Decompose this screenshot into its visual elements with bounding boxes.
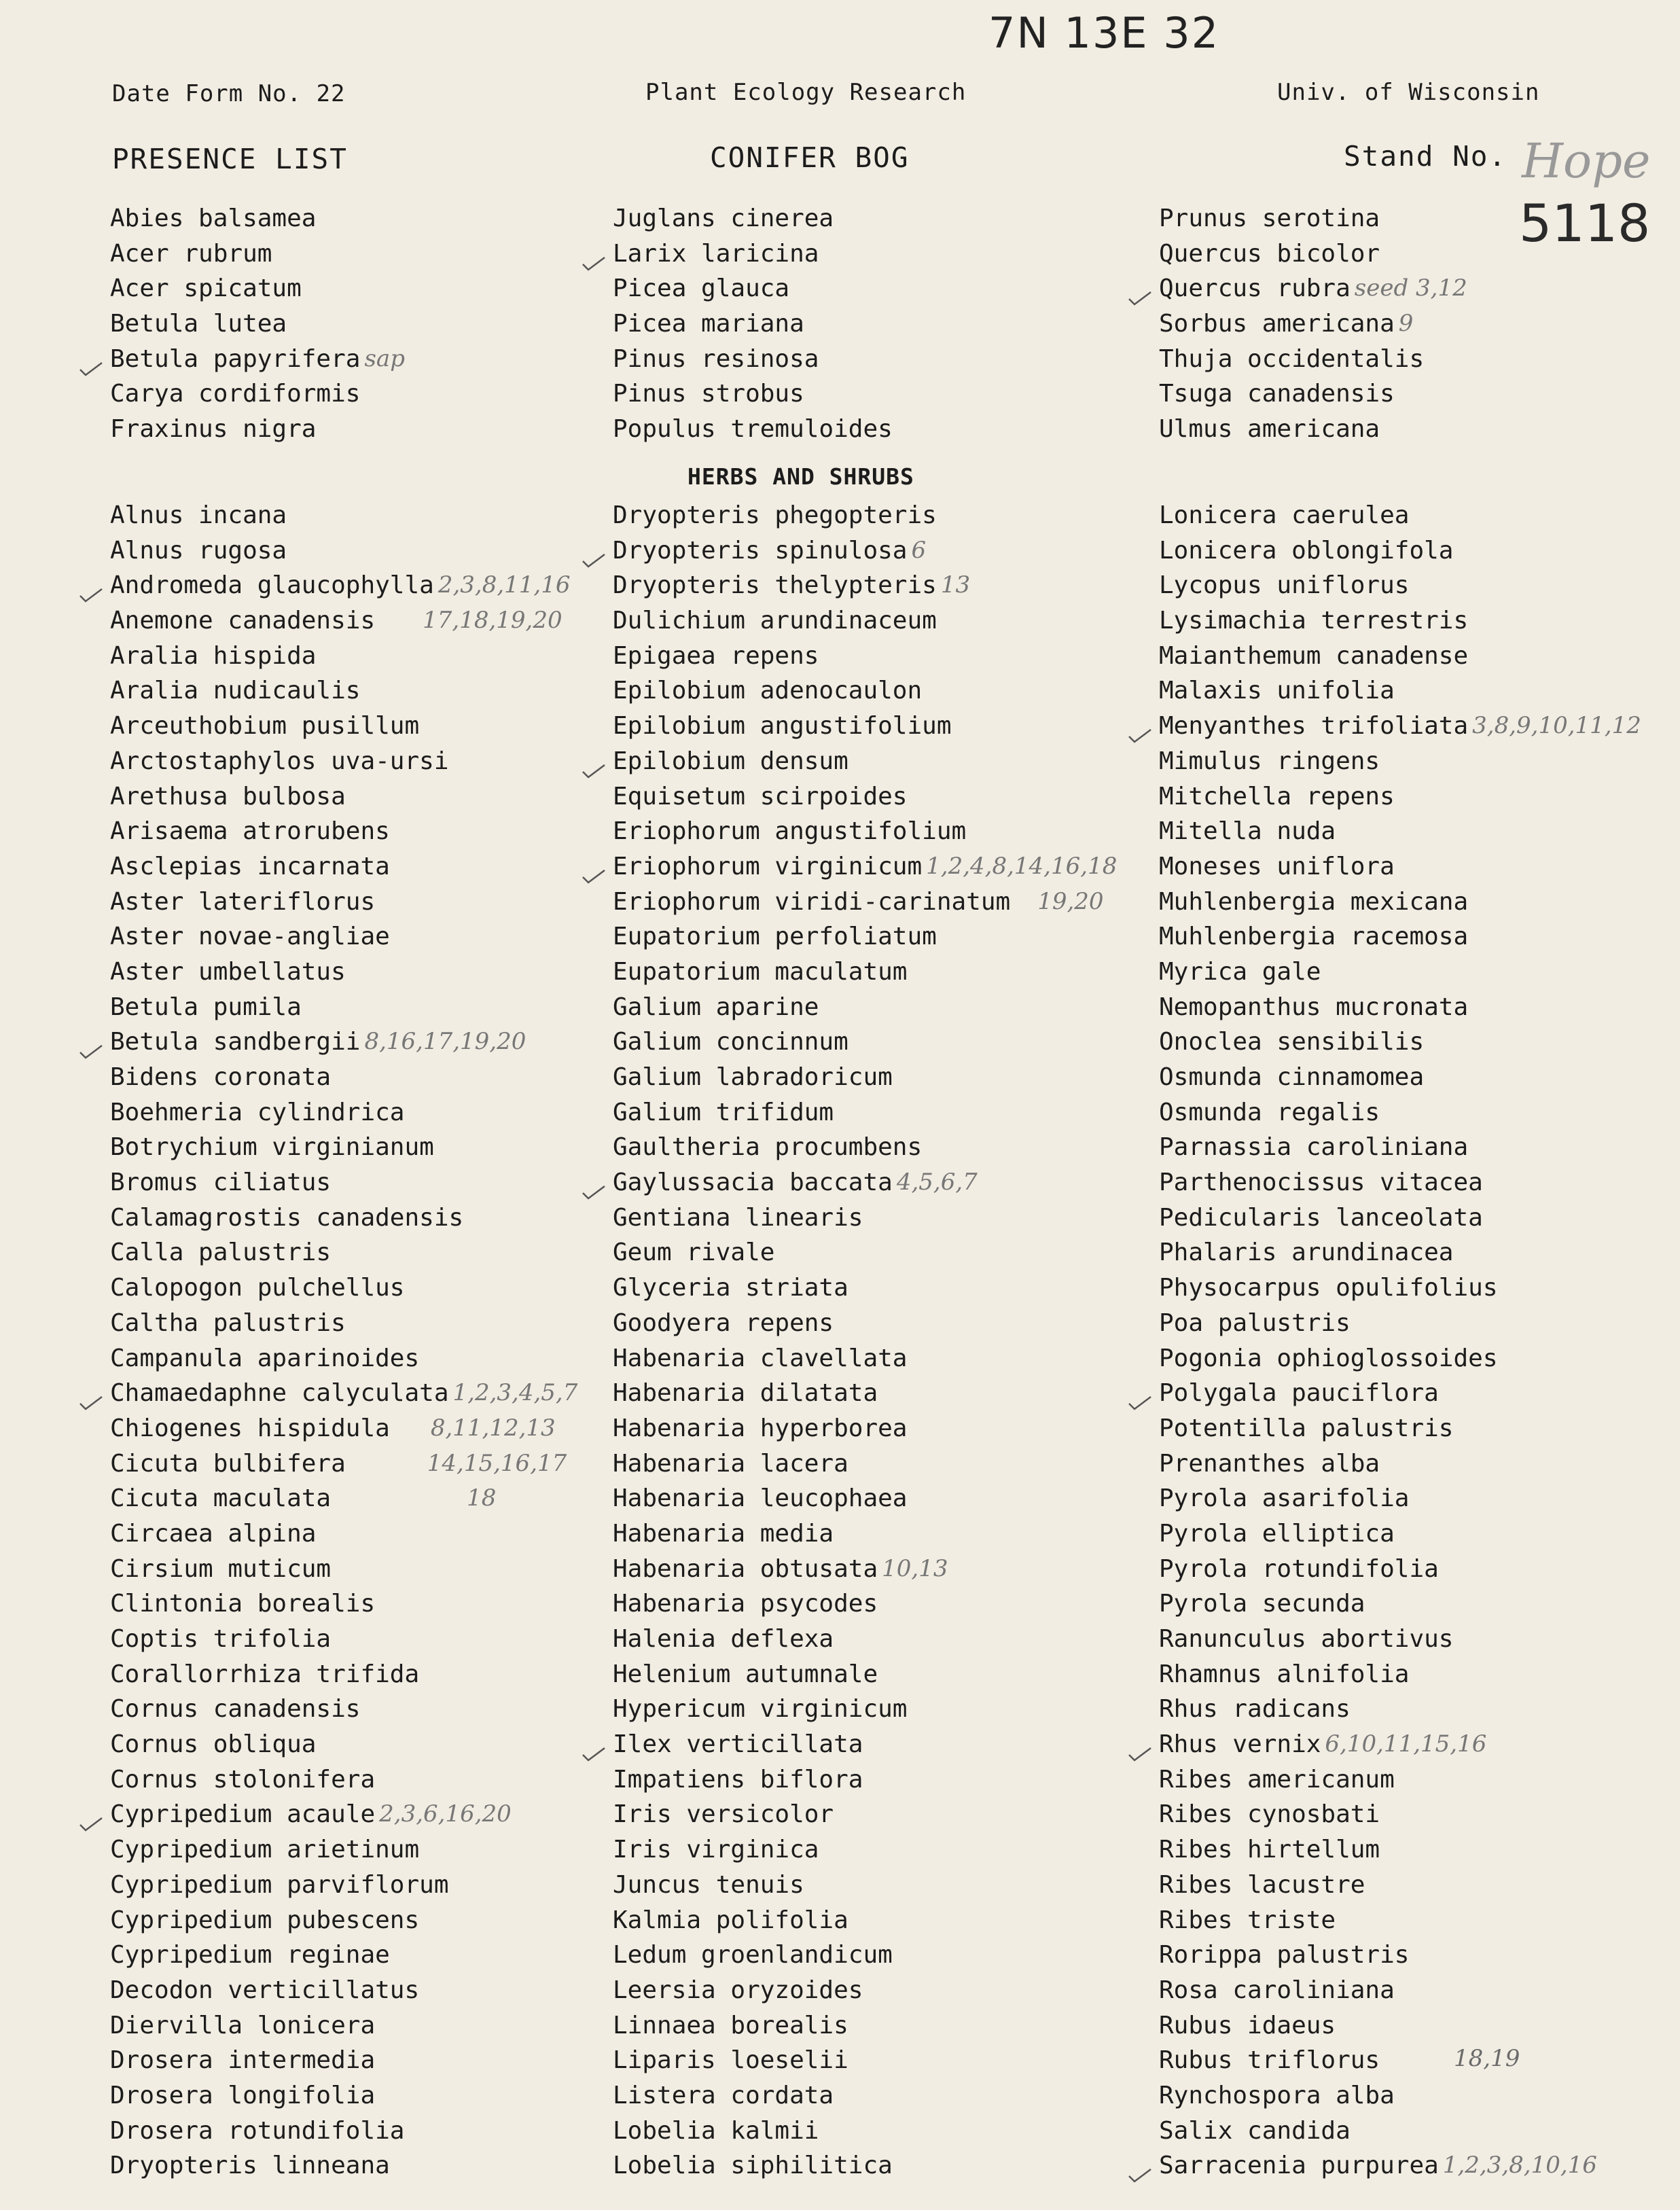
list-item: Muhlenbergia mexicana — [1159, 887, 1469, 916]
list-item: Ribes cynosbati — [1159, 1800, 1380, 1829]
list-item: Diervilla lonicera — [110, 2011, 376, 2039]
list-item: Thuja occidentalis — [1159, 344, 1425, 373]
list-item — [110, 1411, 577, 1446]
handwritten-note: 1,2,3,8,10,16 — [1442, 2152, 1597, 2179]
list-item: Lysimachia terrestris — [1159, 607, 1469, 635]
list-item: Aster novae-angliae — [110, 923, 390, 951]
list-item: Ledum groenlandicum — [613, 1941, 893, 1970]
list-item: Cypripedium reginae — [110, 1941, 390, 1970]
list-item: Pogonia ophioglossoides — [1159, 1344, 1498, 1372]
list-item: Betula pumila — [110, 993, 302, 1021]
list-item: Lobelia kalmii — [613, 2116, 819, 2145]
check-mark-icon — [79, 1806, 103, 1823]
species-name: Ilex verticillata — [613, 1730, 863, 1759]
herbs-column-3 — [1159, 498, 1641, 2184]
township-stamp: 7N 13E 32 — [988, 8, 1220, 58]
list-item: Aster umbellatus — [110, 957, 346, 986]
list-item: Arisaema atrorubens — [110, 817, 390, 846]
list-item: Botrychium virginianum — [110, 1133, 434, 1162]
species-name: Dryopteris thelypteris — [613, 571, 937, 600]
species-name: Habenaria obtusata — [613, 1554, 878, 1583]
list-item: Parnassia caroliniana — [1159, 1133, 1469, 1162]
handwritten-note: 10,13 — [882, 1554, 948, 1582]
handwritten-note: 8,16,17,19,20 — [364, 1028, 526, 1056]
list-item: Acer rubrum — [110, 239, 272, 268]
stand-number-label: Stand No. — [1344, 140, 1507, 173]
list-item-checked — [110, 1024, 577, 1060]
list-item: Iris versicolor — [613, 1800, 834, 1829]
list-item: Aster lateriflorus — [110, 887, 376, 916]
species-name: Chamaedaphne calyculata — [110, 1379, 449, 1408]
handwritten-note: 2,3,8,11,16 — [437, 571, 571, 599]
trees-column-2 — [613, 201, 893, 447]
handwritten-note: 1,2,3,4,5,7 — [452, 1379, 578, 1407]
list-item-checked — [110, 1376, 577, 1411]
list-item-checked — [1159, 271, 1467, 306]
list-item: Boehmeria cylindrica — [110, 1098, 405, 1126]
list-item: Cypripedium parviflorum — [110, 1870, 449, 1899]
university: Univ. of Wisconsin — [1277, 79, 1540, 106]
herbs-and-shrubs-heading: HERBS AND SHRUBS — [687, 463, 914, 490]
species-name: Rhus vernix — [1159, 1730, 1321, 1759]
species-name: Dryopteris spinulosa — [613, 536, 908, 565]
species-name: Sorbus americana — [1159, 310, 1395, 338]
species-name: Gaylussacia baccata — [613, 1169, 893, 1197]
list-item: Lobelia siphilitica — [613, 2152, 893, 2180]
list-item: Populus tremuloides — [613, 415, 893, 444]
list-item: Ranunculus abortivus — [1159, 1625, 1454, 1653]
check-mark-icon — [582, 246, 606, 262]
list-item — [1159, 306, 1467, 342]
list-item: Eriophorum angustifolium — [613, 817, 967, 846]
list-item-checked — [613, 849, 1117, 885]
species-name: Eriophorum virginicum — [613, 852, 923, 880]
list-item: Alnus incana — [110, 501, 287, 529]
list-item: Drosera intermedia — [110, 2046, 376, 2075]
list-item: Salix candida — [1159, 2116, 1351, 2145]
list-item: Pyrola asarifolia — [1159, 1484, 1410, 1513]
list-item: Habenaria psycodes — [613, 1590, 878, 1618]
list-item: Ribes lacustre — [1159, 1870, 1365, 1899]
list-item: Phalaris arundinacea — [1159, 1238, 1454, 1267]
species-name: Quercus rubra — [1159, 274, 1351, 303]
handwritten-note: 6 — [911, 536, 927, 564]
list-item: Calopogon pulchellus — [110, 1274, 405, 1302]
list-item: Abies balsamea — [110, 204, 317, 232]
list-item: Goodyera repens — [613, 1308, 834, 1337]
handwritten-note: 19,20 — [1037, 887, 1104, 915]
list-item: Mitchella repens — [1159, 782, 1395, 810]
check-mark-icon — [582, 859, 606, 875]
list-item: Lycopus uniflorus — [1159, 571, 1410, 600]
list-item: Bromus ciliatus — [110, 1169, 332, 1197]
list-item: Dryopteris linneana — [110, 2152, 390, 2180]
species-name: Eriophorum viridi-carinatum — [613, 887, 1011, 916]
list-item: Physocarpus opulifolius — [1159, 1274, 1498, 1302]
list-item: Fraxinus nigra — [110, 415, 317, 444]
list-item: Rorippa palustris — [1159, 1941, 1410, 1970]
list-item: Cornus obliqua — [110, 1730, 317, 1759]
list-item: Prunus serotina — [1159, 204, 1380, 232]
list-item: Malaxis unifolia — [1159, 677, 1395, 705]
handwritten-note: sap — [364, 344, 405, 372]
species-name: Menyanthes trifoliata — [1159, 712, 1469, 741]
list-item: Helenium autumnale — [613, 1660, 878, 1688]
list-item: Circaea alpina — [110, 1519, 317, 1548]
list-item: Tsuga canadensis — [1159, 380, 1395, 408]
list-item: Eupatorium maculatum — [613, 957, 908, 986]
list-item: Maianthemum canadense — [1159, 641, 1469, 670]
list-item: Linnaea borealis — [613, 2011, 848, 2039]
handwritten-note: 2,3,6,16,20 — [379, 1800, 512, 1828]
species-name: Anemone canadensis — [110, 607, 376, 635]
list-item: Juglans cinerea — [613, 204, 834, 232]
list-item-checked — [613, 533, 1117, 569]
list-item: Cirsium muticum — [110, 1554, 332, 1583]
conifer-bog-title: CONIFER BOG — [710, 141, 910, 174]
list-item: Ulmus americana — [1159, 415, 1380, 444]
handwritten-note: 18 — [467, 1484, 497, 1512]
species-name: Betula sandbergii — [110, 1028, 361, 1056]
list-item: Cornus stolonifera — [110, 1765, 376, 1794]
list-item: Decodon verticillatus — [110, 1976, 420, 2004]
list-item — [110, 1446, 577, 1482]
species-name: Cicuta bulbifera — [110, 1449, 346, 1478]
trees-column-3 — [1159, 201, 1467, 447]
list-item: Galium trifidum — [613, 1098, 834, 1126]
list-item: Iris virginica — [613, 1836, 819, 1864]
list-item — [110, 1481, 577, 1516]
list-item: Eupatorium perfoliatum — [613, 923, 937, 951]
list-item: Arethusa bulbosa — [110, 782, 346, 810]
handwritten-note: seed 3,12 — [1354, 274, 1467, 302]
species-name: Epilobium densum — [613, 747, 848, 775]
list-item — [613, 568, 1117, 603]
list-item: Galium labradoricum — [613, 1063, 893, 1091]
list-item: Lonicera oblongifola — [1159, 536, 1454, 565]
herbs-column-1 — [110, 498, 577, 2184]
list-item: Carya cordiformis — [110, 380, 361, 408]
list-item: Impatiens biflora — [613, 1765, 863, 1794]
list-item: Equisetum scirpoides — [613, 782, 908, 810]
list-item: Osmunda regalis — [1159, 1098, 1380, 1126]
list-item: Pinus strobus — [613, 380, 804, 408]
check-mark-icon — [1128, 281, 1152, 297]
list-item: Potentilla palustris — [1159, 1414, 1454, 1442]
list-item: Habenaria clavellata — [613, 1344, 908, 1372]
handwritten-note: 4,5,6,7 — [896, 1169, 978, 1196]
list-item: Rosa caroliniana — [1159, 1976, 1395, 2004]
list-item: Cornus canadensis — [110, 1695, 361, 1724]
species-name: Cicuta maculata — [110, 1484, 332, 1513]
list-item: Acer spicatum — [110, 274, 302, 303]
list-item: Corallorrhiza trifida — [110, 1660, 420, 1688]
list-item: Drosera longifolia — [110, 2081, 376, 2109]
list-item: Juncus tenuis — [613, 1870, 804, 1899]
list-item: Campanula aparinoides — [110, 1344, 420, 1372]
list-item: Pedicularis lanceolata — [1159, 1203, 1483, 1232]
check-mark-icon — [582, 543, 606, 559]
list-item: Epilobium adenocaulon — [613, 677, 923, 705]
check-mark-icon — [582, 1736, 606, 1753]
list-item: Geum rivale — [613, 1238, 775, 1267]
list-item-checked — [1159, 1376, 1641, 1411]
list-item: Gaultheria procumbens — [613, 1133, 923, 1162]
organization: Plant Ecology Research — [645, 79, 967, 106]
list-item: Poa palustris — [1159, 1308, 1351, 1337]
list-item: Lonicera caerulea — [1159, 501, 1410, 529]
presence-list-title: PRESENCE LIST — [112, 143, 348, 175]
list-item: Mimulus ringens — [1159, 747, 1380, 775]
list-item: Dulichium arundinaceum — [613, 607, 937, 635]
list-item: Pyrola rotundifolia — [1159, 1554, 1439, 1583]
list-item: Leersia oryzoides — [613, 1976, 863, 2004]
list-item: Rubus idaeus — [1159, 2011, 1336, 2039]
list-item: Clintonia borealis — [110, 1590, 376, 1618]
list-item: Pyrola elliptica — [1159, 1519, 1395, 1548]
list-item: Habenaria dilatata — [613, 1379, 878, 1408]
handwritten-note: 6,10,11,15,16 — [1325, 1730, 1487, 1758]
list-item: Quercus bicolor — [1159, 239, 1380, 268]
list-item-checked — [1159, 2148, 1641, 2184]
list-item: Mitella nuda — [1159, 817, 1336, 846]
list-item: Alnus rugosa — [110, 536, 287, 565]
list-item: Bidens coronata — [110, 1063, 332, 1091]
list-item: Rynchospora alba — [1159, 2081, 1395, 2109]
species-name: Andromeda glaucophylla — [110, 571, 434, 600]
species-name: Betula papyrifera — [110, 344, 361, 373]
list-item-checked — [110, 568, 577, 603]
handwritten-note: 17,18,19,20 — [423, 607, 562, 635]
list-item: Myrica gale — [1159, 957, 1321, 986]
check-mark-icon — [79, 1385, 103, 1402]
species-name: Larix laricina — [613, 239, 819, 268]
trees-column-1 — [110, 201, 405, 447]
list-item: Liparis loeselii — [613, 2046, 848, 2075]
list-item: Ribes hirtellum — [1159, 1836, 1380, 1864]
list-item: Listera cordata — [613, 2081, 834, 2109]
list-item: Dryopteris phegopteris — [613, 501, 937, 529]
check-mark-icon — [1128, 1736, 1152, 1753]
list-item-checked — [613, 236, 893, 272]
list-item: Hypericum virginicum — [613, 1695, 908, 1724]
check-mark-icon — [79, 351, 103, 368]
stand-name: Hope — [1522, 133, 1651, 189]
handwritten-note: 8,11,12,13 — [430, 1414, 556, 1442]
list-item: Drosera rotundifolia — [110, 2116, 405, 2145]
list-item: Parthenocissus vitacea — [1159, 1169, 1483, 1197]
list-item: Galium aparine — [613, 993, 819, 1021]
list-item: Ribes americanum — [1159, 1765, 1395, 1794]
list-item: Betula lutea — [110, 310, 287, 338]
list-item-checked — [110, 342, 405, 377]
list-item: Epigaea repens — [613, 641, 819, 670]
species-name: Cypripedium acaule — [110, 1800, 376, 1829]
list-item: Picea mariana — [613, 310, 804, 338]
list-item — [110, 603, 577, 639]
list-item: Aralia hispida — [110, 641, 317, 670]
list-item-checked — [1159, 1727, 1641, 1762]
species-name: Polygala pauciflora — [1159, 1379, 1439, 1408]
list-item: Epilobium angustifolium — [613, 712, 952, 741]
list-item: Nemopanthus mucronata — [1159, 993, 1469, 1021]
list-item: Cypripedium pubescens — [110, 1906, 420, 1934]
list-item: Muhlenbergia racemosa — [1159, 923, 1469, 951]
check-mark-icon — [582, 1175, 606, 1191]
list-item: Habenaria leucophaea — [613, 1484, 908, 1513]
list-item: Gentiana linearis — [613, 1203, 863, 1232]
handwritten-note: 14,15,16,17 — [427, 1449, 567, 1477]
list-item: Habenaria hyperborea — [613, 1414, 908, 1442]
list-item: Calamagrostis canadensis — [110, 1203, 464, 1232]
species-name: Chiogenes hispidula — [110, 1414, 390, 1442]
list-item: Moneses uniflora — [1159, 852, 1395, 880]
handwritten-note: 13 — [940, 571, 971, 599]
handwritten-note: 1,2,4,8,14,16,18 — [926, 852, 1118, 880]
list-item — [613, 1552, 1117, 1587]
list-item: Habenaria media — [613, 1519, 834, 1548]
list-item — [613, 885, 1117, 920]
list-item: Prenanthes alba — [1159, 1449, 1380, 1478]
list-item: Pinus resinosa — [613, 344, 819, 373]
handwritten-note: 18,19 — [1454, 2045, 1520, 2072]
list-item: Arctostaphylos uva-ursi — [110, 747, 449, 775]
herbs-column-2 — [613, 498, 1117, 2184]
list-item: Kalmia polifolia — [613, 1906, 848, 1934]
list-item: Galium concinnum — [613, 1028, 848, 1056]
species-name: Sarracenia purpurea — [1159, 2152, 1439, 2180]
list-item: Cypripedium arietinum — [110, 1836, 420, 1864]
list-item: Glyceria striata — [613, 1274, 848, 1302]
list-item: Coptis trifolia — [110, 1625, 332, 1653]
check-mark-icon — [79, 577, 103, 594]
list-item: Rhamnus alnifolia — [1159, 1660, 1410, 1688]
list-item: Arceuthobium pusillum — [110, 712, 420, 741]
list-item-checked — [613, 744, 1117, 779]
list-item-checked — [613, 1727, 1117, 1762]
list-item: Osmunda cinnamomea — [1159, 1063, 1425, 1091]
list-item: Onoclea sensibilis — [1159, 1028, 1425, 1056]
list-item: Pyrola secunda — [1159, 1590, 1365, 1618]
list-item: Calla palustris — [110, 1238, 332, 1267]
list-item: Halenia deflexa — [613, 1625, 834, 1653]
list-item: Asclepias incarnata — [110, 852, 390, 880]
list-item: Rhus radicans — [1159, 1695, 1351, 1724]
list-item-checked — [613, 1165, 1117, 1200]
check-mark-icon — [1128, 718, 1152, 734]
list-item-checked — [1159, 709, 1641, 744]
check-mark-icon — [1128, 2158, 1152, 2174]
check-mark-icon — [582, 753, 606, 770]
check-mark-icon — [1128, 1385, 1152, 1402]
handwritten-note: 9 — [1398, 310, 1414, 338]
list-item: Ribes triste — [1159, 1906, 1336, 1934]
handwritten-note: 3,8,9,10,11,12 — [1472, 712, 1641, 740]
list-item: Habenaria lacera — [613, 1449, 848, 1478]
list-item: Picea glauca — [613, 274, 790, 303]
stand-number: 5118 — [1519, 193, 1651, 253]
list-item: Caltha palustris — [110, 1308, 346, 1337]
list-item: Aralia nudicaulis — [110, 677, 361, 705]
list-item: Rubus triflorus — [1159, 2046, 1380, 2075]
check-mark-icon — [79, 1034, 103, 1050]
list-item-checked — [110, 1797, 577, 1832]
form-number: Date Form No. 22 — [112, 80, 346, 107]
